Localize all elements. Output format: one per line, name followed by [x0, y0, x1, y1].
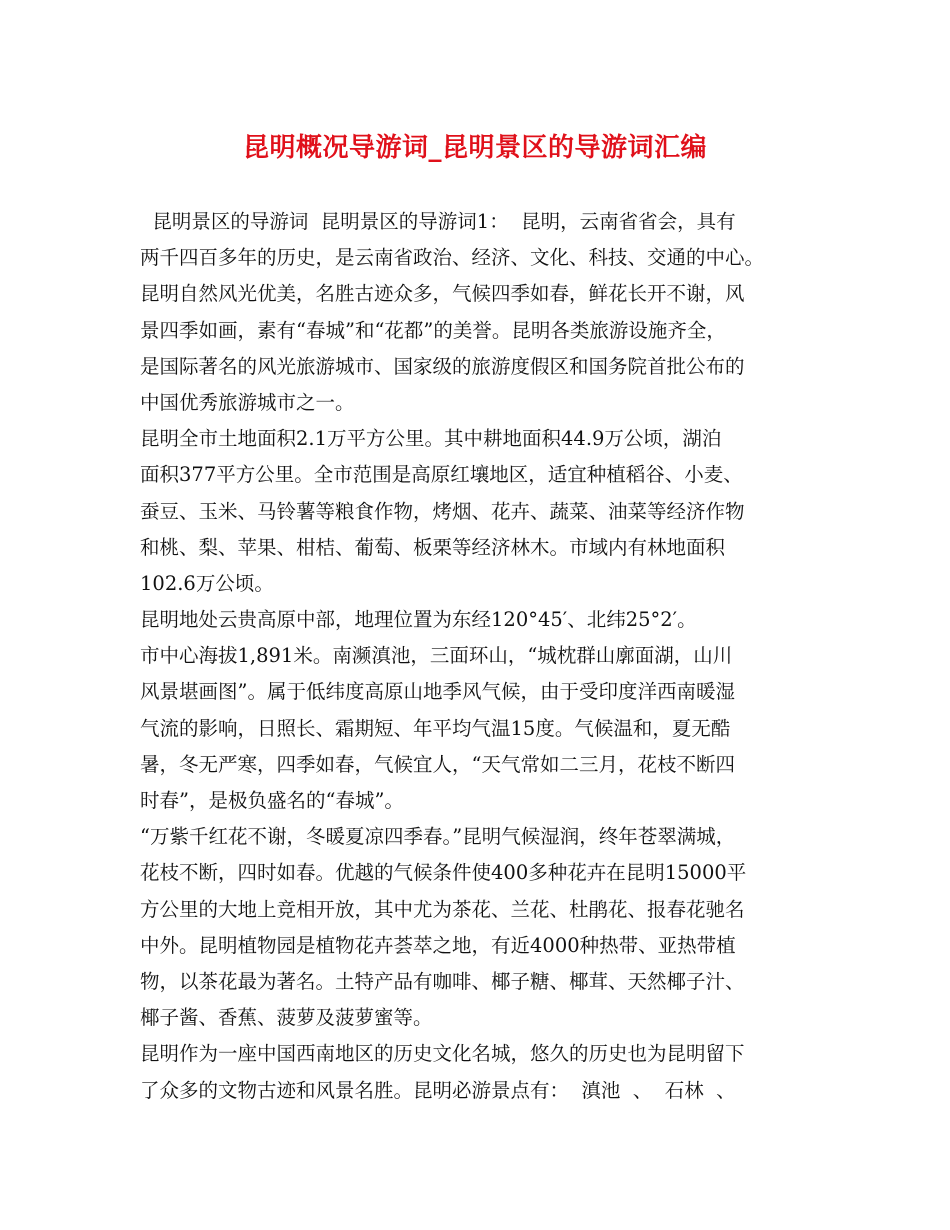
- text-line: 中国优秀旅游城市之一。: [140, 390, 355, 414]
- text-line: 102.6万公顷。: [140, 571, 274, 595]
- text-line: 昆明作为一座中国西南地区的历史文化名城，悠久的历史也为昆明留下: [140, 1042, 745, 1066]
- document-body: [140, 204, 830, 1109]
- text-line: 花枝不断，四时如春。优越的气候条件使400多种花卉在昆明15000平: [140, 861, 747, 885]
- text-line: 中外。昆明植物园是植物花卉荟萃之地，有近4000种热带、亚热带植: [140, 933, 736, 957]
- text-line: 风景堪画图”。属于低纬度高原山地季风气候，由于受印度洋西南暖湿: [140, 680, 735, 704]
- text-line: 和桃、梨、苹果、柑桔、葡萄、板栗等经济林木。市域内有林地面积: [140, 535, 726, 559]
- text-line: 昆明自然风光优美，名胜古迹众多，气候四季如春，鲜花长开不谢，风: [140, 282, 745, 306]
- text-line: 蚕豆、玉米、马铃薯等粮食作物，烤烟、花卉、蔬菜、油菜等经济作物: [140, 499, 745, 523]
- text-line: 是国际著名的风光旅游城市、国家级的旅游度假区和国务院首批公布的: [140, 354, 745, 378]
- text-line: 市中心海拔1,891米。南濒滇池，三面环山，“城枕群山廓面湖，山川: [140, 644, 733, 668]
- document-title: 昆明概况导游词_昆明景区的导游词汇编: [242, 133, 707, 163]
- text-line: 了众多的文物古迹和风景名胜。昆明必游景点有： 滇池 、 石林 、: [140, 1078, 736, 1102]
- text-line: 暑，冬无严寒，四季如春，气候宜人，“天气常如二三月，花枝不断四: [140, 752, 735, 776]
- text-line: 两千四百多年的历史，是云南省政治、经济、文化、科技、交通的中心。: [140, 246, 765, 270]
- text-line: 椰子酱、香蕉、菠萝及菠萝蜜等。: [140, 1006, 433, 1030]
- text-line: “万紫千红花不谢，冬暖夏凉四季春。”昆明气候湿润，终年苍翠满城，: [140, 825, 736, 849]
- text-line: 昆明全市土地面积2.1万平方公里。其中耕地面积44.9万公顷，湖泊: [140, 427, 722, 451]
- text-line: 时春”，是极负盛名的“春城”。: [140, 789, 404, 812]
- text-line: 昆明地处云贵高原中部，地理位置为东经120°45′、北纬25°2′。: [140, 608, 697, 632]
- text-line: 气流的影响，日照长、霜期短、年平均气温15度。气候温和，夏无酷: [140, 716, 731, 740]
- text-line: 方公里的大地上竞相开放，其中尤为茶花、兰花、杜鹃花、报春花驰名: [140, 897, 745, 921]
- text-line: 景四季如画，素有“春城”和“花都”的美誉。昆明各类旅游设施齐全，: [140, 318, 726, 342]
- text-line: 物，以茶花最为著名。土特产品有咖啡、椰子糖、椰茸、天然椰子汁、: [140, 969, 745, 993]
- text-line: 面积377平方公里。全市范围是高原红壤地区，适宜种植稻谷、小麦、: [140, 463, 743, 487]
- text-line: 昆明景区的导游词 昆明景区的导游词1： 昆明，云南省省会，具有: [140, 210, 736, 233]
